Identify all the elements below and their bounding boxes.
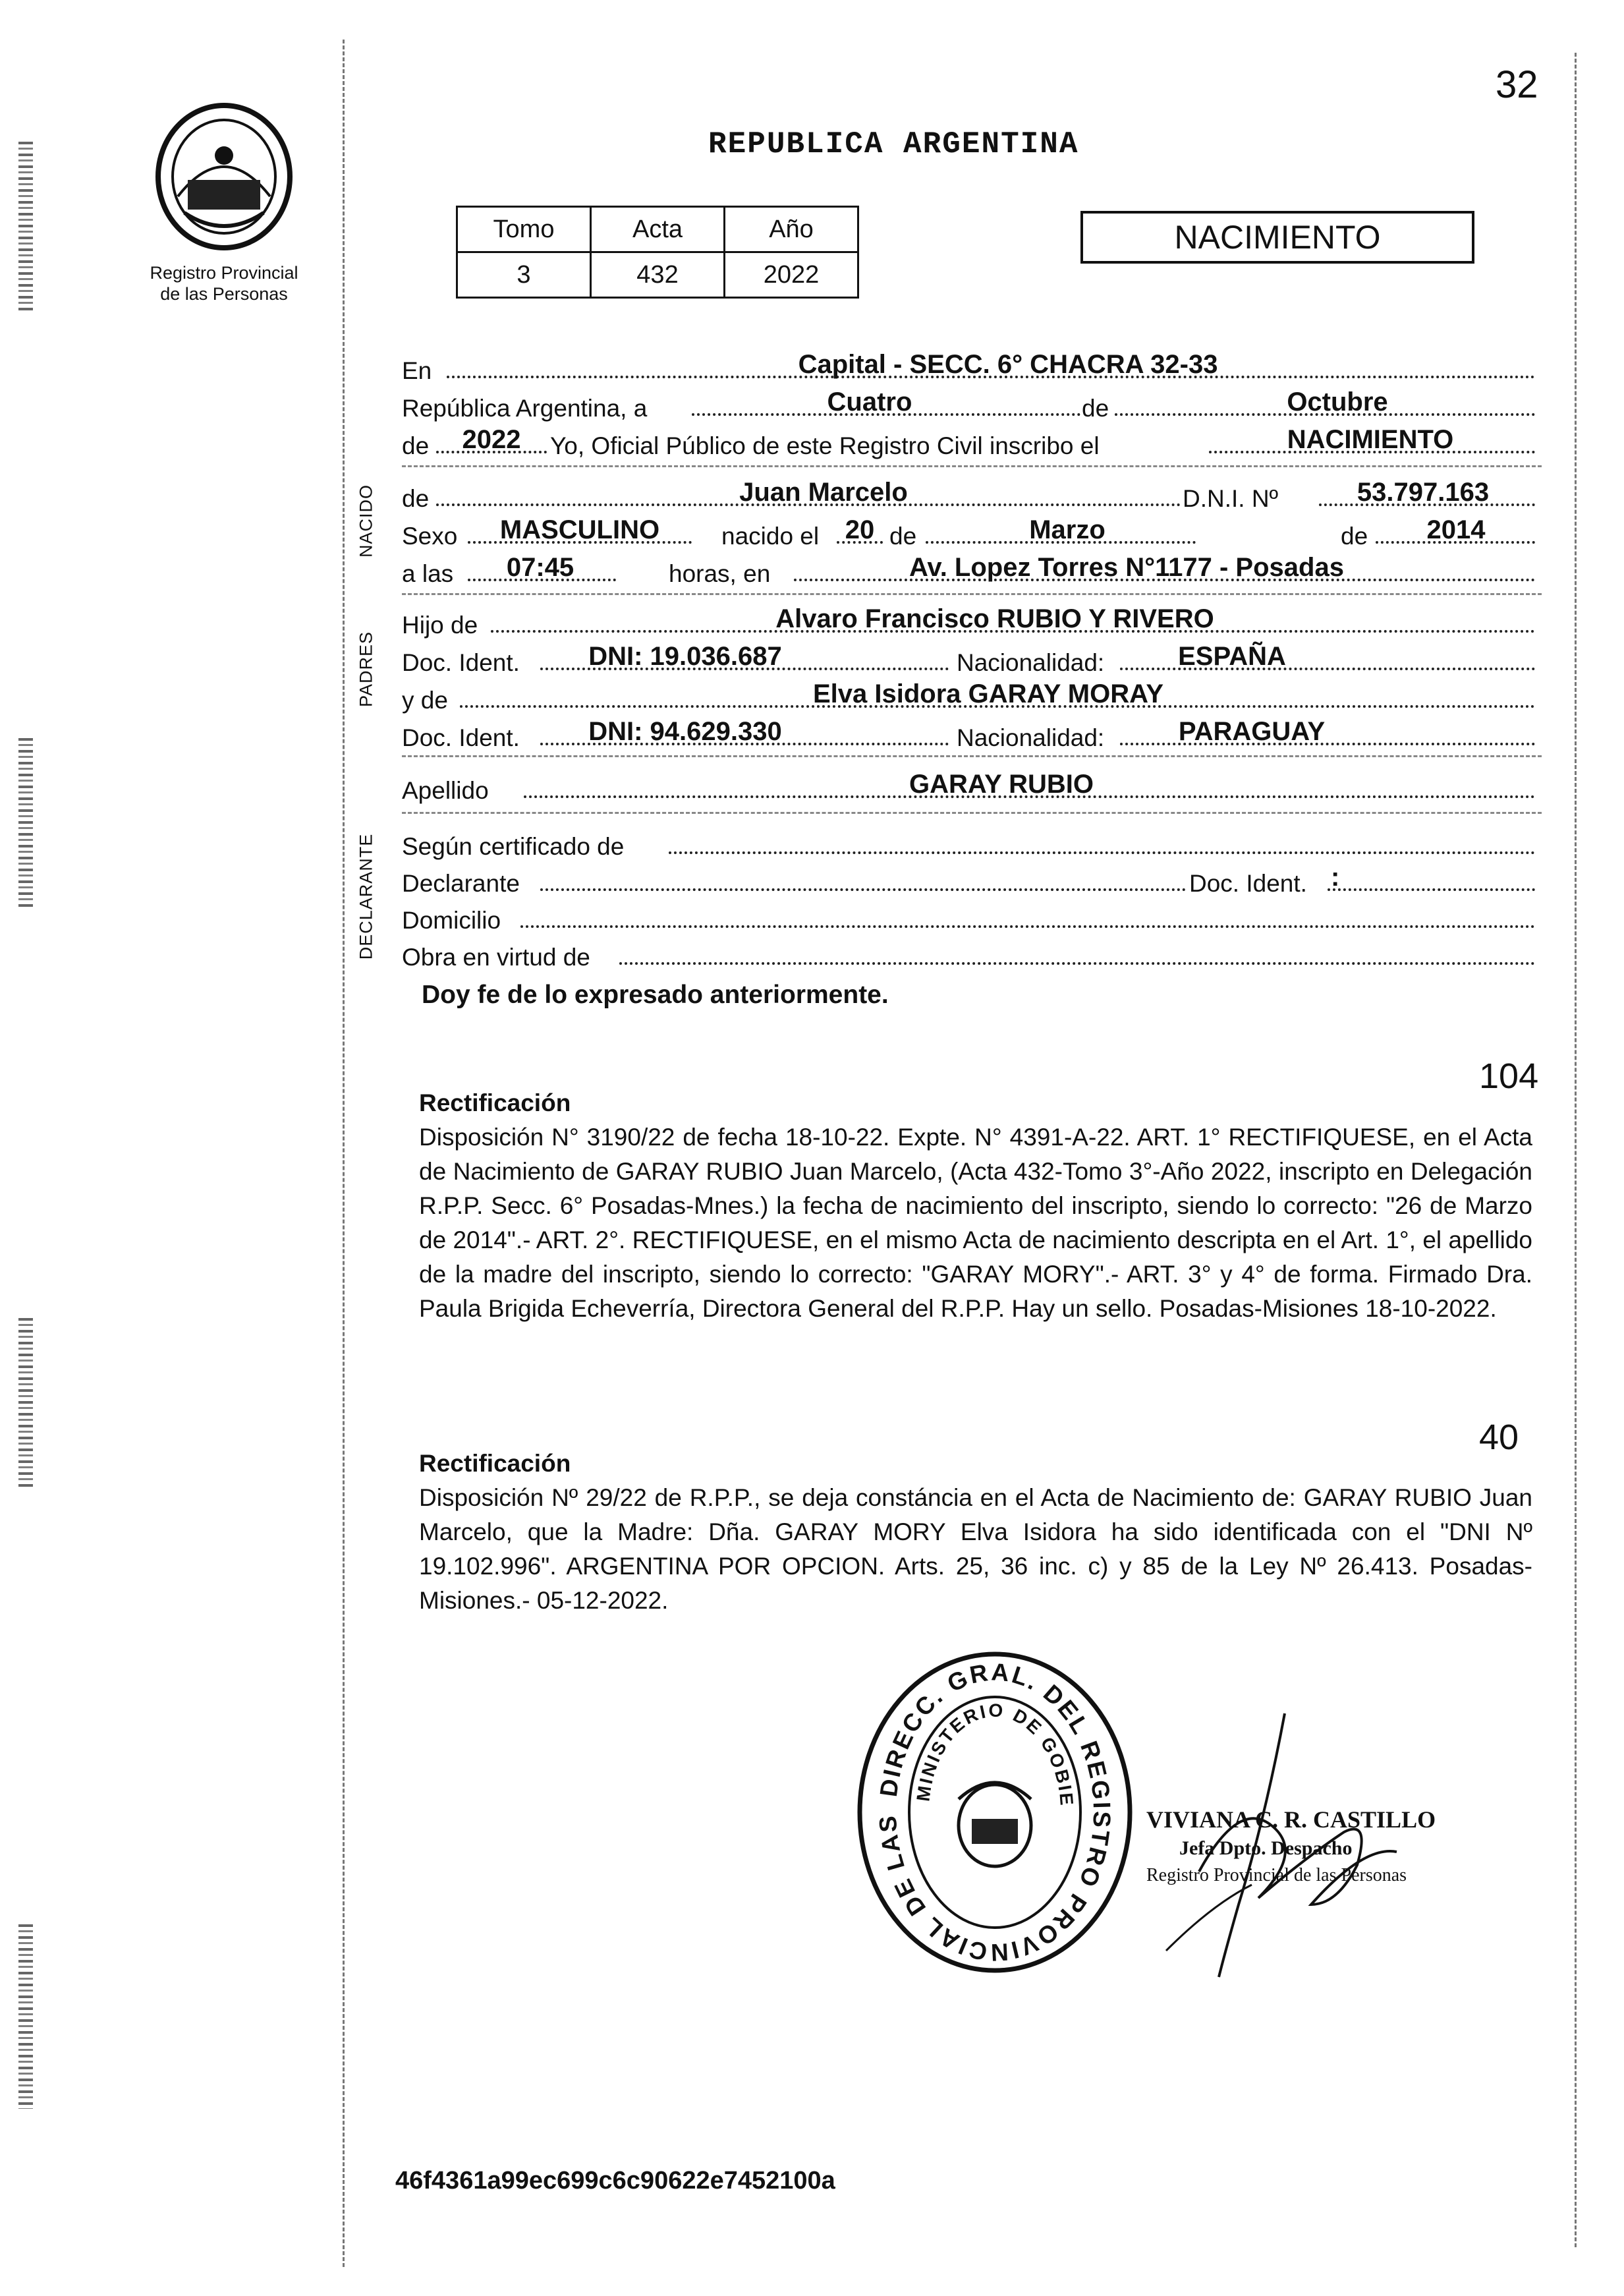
svg-text:DIRECC. GRAL. DEL REGISTRO PRO (850, 1648, 1115, 1966)
value-mes: Octubre (1287, 387, 1388, 416)
label-horas: horas, en (669, 560, 771, 587)
registry-table (456, 206, 859, 299)
side-label-padres: PADRES (356, 631, 376, 708)
rectificacion-2 (419, 1447, 1532, 1618)
section-divider (402, 755, 1542, 757)
side-label-nacido: NACIDO (356, 484, 376, 558)
section-divider (402, 812, 1542, 814)
label-de-mid: de (1082, 395, 1109, 422)
label-domicilio: Domicilio (402, 907, 501, 934)
row-madre (402, 677, 1535, 714)
table-header-tomo: Tomo (457, 207, 591, 252)
row-obra (402, 934, 1535, 971)
section-divider (402, 593, 1542, 595)
value-dia-nac: 20 (845, 515, 875, 544)
rectificacion-1 (419, 1086, 1532, 1326)
label-segun: Según certificado de (402, 833, 625, 860)
value-acto: NACIMIENTO (1287, 425, 1454, 454)
label-apellido: Apellido (402, 777, 489, 804)
rectificacion-number-2: 40 (1479, 1418, 1519, 1457)
scan-mark (18, 738, 33, 909)
label-de-year: de (1341, 523, 1368, 550)
label-republica: República Argentina, a (402, 395, 648, 422)
label-nac1: Nacionalidad: (957, 649, 1105, 676)
value-madre: Elva Isidora GARAY MORAY (812, 679, 1164, 708)
section-divider (402, 465, 1542, 467)
rectificacion-heading-2: Rectificación (419, 1450, 571, 1477)
value-padre-doc: DNI: 19.036.687 (588, 642, 782, 671)
document-title: REPUBLICA ARGENTINA (708, 127, 1079, 161)
label-declarante: Declarante (402, 870, 520, 897)
row-padre (402, 602, 1535, 639)
document-hash: 46f4361a99ec699c6c90622e7452100a (395, 2167, 835, 2195)
rectificacion-number-1: 104 (1479, 1056, 1539, 1096)
stamp-name: VIVIANA C. R. CASTILLO (1146, 1806, 1436, 1833)
doy-fe-statement: Doy fe de lo expresado anteriormente. (422, 981, 889, 1009)
scan-mark (18, 1924, 33, 2109)
row-fecha-acta (402, 386, 1535, 422)
row-nombre (402, 476, 1535, 513)
row-anio-acto (402, 423, 1535, 460)
value-dni: 53.797.163 (1357, 478, 1490, 507)
table-header-acta: Acta (591, 207, 725, 252)
rectificacion-text-2: Disposición Nº 29/22 de R.P.P., se deja constáncia en el Acta de Nacimiento de: GARAY RUBIO Juan Marcelo, que la Madre: Dña. GARAY MORY Elva Isidora ha sido identificada con el "DNI Nº 19.102.996". ARGENTINA POR OPCION. Arts. 25, 36 inc. c) y 85 de la Ley Nº 26.413. Posadas- Misiones.- 05-12-2022. (419, 1484, 1532, 1614)
row-sexo (402, 513, 1535, 550)
signature-stamp (1146, 1806, 1515, 1886)
dotted-fill (1328, 888, 1535, 891)
table-value-anio: 2022 (725, 252, 858, 298)
label-sexo: Sexo (402, 523, 458, 550)
value-lugar: Capital - SECC. 6° CHACRA 32-33 (798, 350, 1218, 379)
province-logo (148, 98, 300, 256)
seal-outer-text: DIRECC. GRAL. DEL REGISTRO PROVINCIAL DE LAS (874, 1658, 1116, 1966)
rectificacion-text-1: Disposición N° 3190/22 de fecha 18-10-22. Expte. N° 4391-A-22. ART. 1° RECTIFIQUESE, en el Acta de Nacimiento de GARAY RUBIO Juan Marcelo, (Acta 432-Tomo 3°-Año 2022, inscripto en Delegación R.P.P. Secc. 6° Posadas-Mnes.) la fecha de nacimiento del inscripto, siendo lo correcto: "26 de Marzo de 2014".- ART. 2°. RECTIFIQUESE, en el mismo Acta de nacimiento descripta en el Art. 1°, el apellido de la madre del inscripto, siendo lo correcto: "GARAY MORY".- ART. 3° y 4° de forma. Firmado Dra. Paula Brigida Echeverría, Directora General del R.P.P. Hay un sello. Posadas-Misiones 18-10-2022. (419, 1124, 1532, 1322)
value-madre-doc: DNI: 94.629.330 (588, 717, 782, 746)
table-value-acta: 432 (591, 252, 725, 298)
value-declarante-doc: : (1331, 863, 1340, 892)
row-segun (402, 824, 1535, 861)
value-hora: 07:45 (506, 553, 574, 582)
label-dni: D.N.I. Nº (1183, 485, 1279, 512)
row-apellido (402, 768, 1535, 805)
value-madre-nac: PARAGUAY (1178, 717, 1326, 746)
org-line-2: de las Personas (160, 284, 288, 304)
label-nac2: Nacionalidad: (957, 724, 1105, 751)
record-type-box: NACIMIENTO (1080, 211, 1474, 264)
left-margin-line (343, 40, 345, 2267)
side-label-declarante: DECLARANTE (356, 833, 376, 960)
label-obra: Obra en virtud de (402, 944, 590, 971)
page-number: 32 (1496, 63, 1538, 106)
label-nacido: nacido el (721, 523, 820, 550)
row-padre-doc (402, 640, 1535, 677)
label-de-start: de (402, 432, 430, 459)
stamp-org: Registro Provincial de las Personas (1146, 1865, 1407, 1885)
label-yde: y de (402, 687, 448, 714)
dotted-fill (669, 851, 1535, 854)
value-padre-nac: ESPAÑA (1178, 642, 1286, 671)
value-anio: 2022 (462, 425, 521, 454)
scan-mark (18, 1318, 33, 1489)
value-apellido: GARAY RUBIO (909, 770, 1094, 799)
dotted-fill (619, 962, 1535, 965)
org-line-1: Registro Provincial (150, 263, 298, 283)
row-domicilio (402, 898, 1535, 934)
label-doc1: Doc. Ident. (402, 649, 520, 676)
table-header-anio: Año (725, 207, 858, 252)
value-nombre: Juan Marcelo (739, 478, 908, 507)
org-name (105, 262, 343, 304)
right-margin-line (1575, 53, 1577, 2247)
seal-inner-text: MINISTERIO DE GOBIE (912, 1700, 1078, 1808)
value-mes-nac: Marzo (1029, 515, 1106, 544)
row-hora (402, 551, 1535, 588)
table-value-tomo: 3 (457, 252, 591, 298)
rectificacion-heading-1: Rectificación (419, 1089, 571, 1116)
scan-mark (18, 142, 33, 313)
dotted-fill (540, 888, 1186, 891)
row-declarante (402, 861, 1535, 898)
value-padre: Alvaro Francisco RUBIO Y RIVERO (775, 604, 1214, 633)
label-de-name: de (402, 485, 430, 512)
value-sexo: MASCULINO (499, 515, 660, 544)
official-seal (850, 1648, 1140, 1977)
label-doc2: Doc. Ident. (402, 724, 520, 751)
value-lugar-nac: Av. Lopez Torres N°1177 - Posadas (909, 553, 1344, 582)
value-dia-letras: Cuatro (827, 387, 912, 416)
dotted-fill (520, 925, 1535, 928)
label-oficial: Yo, Oficial Público de este Registro Civil inscribo el (550, 432, 1100, 459)
row-madre-doc (402, 715, 1535, 752)
label-doc-ident: Doc. Ident. (1189, 870, 1307, 897)
label-de-month: de (889, 523, 917, 550)
stamp-role: Jefa Dpto. Despacho (1179, 1837, 1353, 1859)
value-anio-nac: 2014 (1426, 515, 1486, 544)
row-lugar (402, 348, 1535, 385)
label-hijo: Hijo de (402, 612, 478, 639)
label-a-las: a las (402, 560, 454, 587)
label-en: En (402, 357, 432, 384)
